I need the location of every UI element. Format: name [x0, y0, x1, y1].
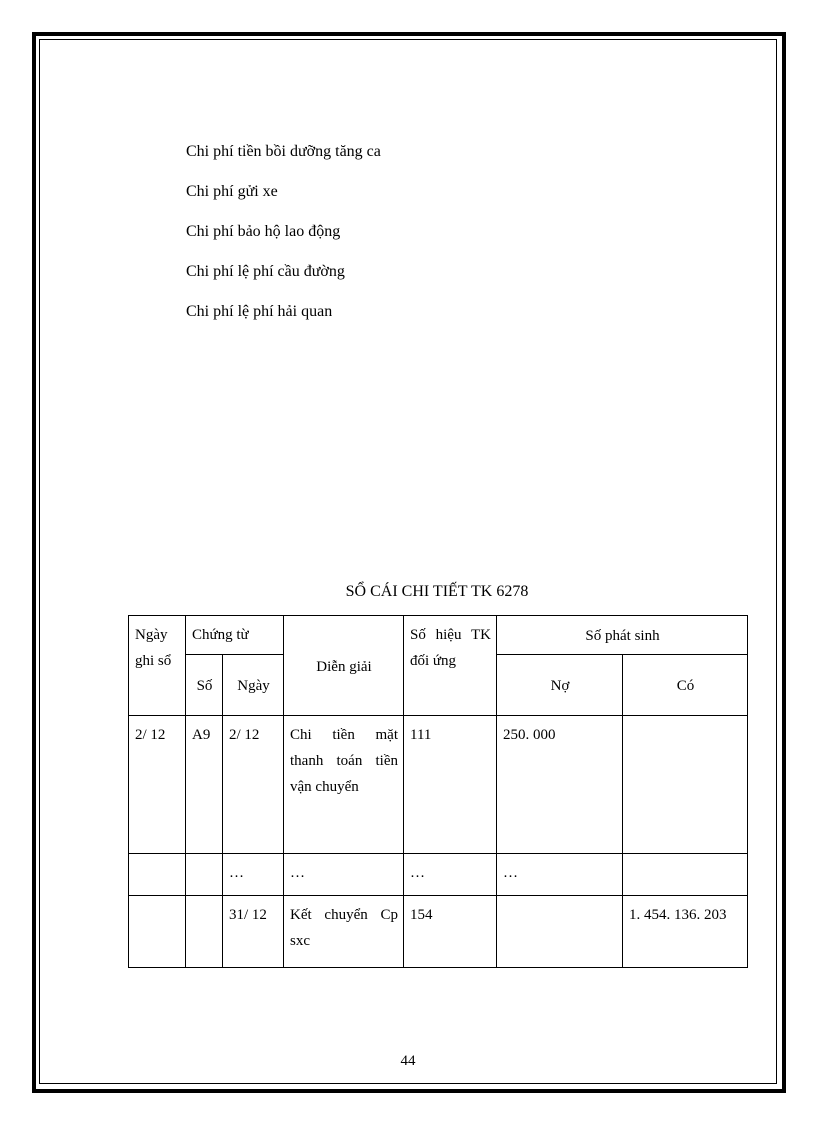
cell-debit: … [497, 854, 623, 896]
cell-debit: 250. 000 [497, 716, 623, 854]
table-row [129, 896, 748, 968]
cell-account: 111 [404, 716, 497, 854]
cell-voucher-date: … [223, 854, 284, 896]
page-number: 44 [400, 1053, 416, 1069]
header-voucher-date: Ngày [223, 655, 284, 716]
cell-voucher-no: A9 [186, 716, 223, 854]
header-account: Số hiệu TK đối ứng [404, 616, 497, 716]
list-item: Chi phí tiền bồi dưỡng tăng ca [186, 143, 381, 160]
header-description: Diễn giải [284, 616, 404, 716]
header-row [129, 616, 748, 655]
cell-account: 154 [404, 896, 497, 968]
header-voucher: Chứng từ [186, 616, 284, 655]
cell-voucher-date: 31/ 12 [223, 896, 284, 968]
cell-credit [623, 854, 748, 896]
cell-voucher-no [186, 854, 223, 896]
cell-date [129, 854, 186, 896]
cell-account: … [404, 854, 497, 896]
ledger-table [128, 615, 748, 968]
cell-description: Chi tiền mặt thanh toán tiền vận chuyển [284, 716, 404, 854]
cell-debit [497, 896, 623, 968]
list-item: Chi phí bảo hộ lao động [186, 223, 341, 240]
cell-credit: 1. 454. 136. 203 [623, 896, 748, 968]
cell-date [129, 896, 186, 968]
header-date: Ngày ghi sổ [129, 616, 186, 716]
header-credit: Có [623, 655, 748, 716]
cell-date: 2/ 12 [129, 716, 186, 854]
cell-credit [623, 716, 748, 854]
list-item: Chi phí gửi xe [186, 183, 278, 200]
table-row [129, 716, 748, 854]
cell-voucher-no [186, 896, 223, 968]
expense-list [186, 140, 381, 340]
list-item: Chi phí lệ phí hải quan [186, 303, 333, 320]
cell-description: Kết chuyển Cp sxc [284, 896, 404, 968]
header-voucher-no: Số [186, 655, 223, 716]
ledger-title: SỔ CÁI CHI TIẾT TK 6278 [345, 583, 529, 600]
header-debit: Nợ [497, 655, 623, 716]
cell-description: … [284, 854, 404, 896]
cell-voucher-date: 2/ 12 [223, 716, 284, 854]
table-row [129, 854, 748, 896]
header-amount: Số phát sinh [497, 616, 748, 655]
list-item: Chi phí lệ phí cầu đường [186, 263, 345, 280]
